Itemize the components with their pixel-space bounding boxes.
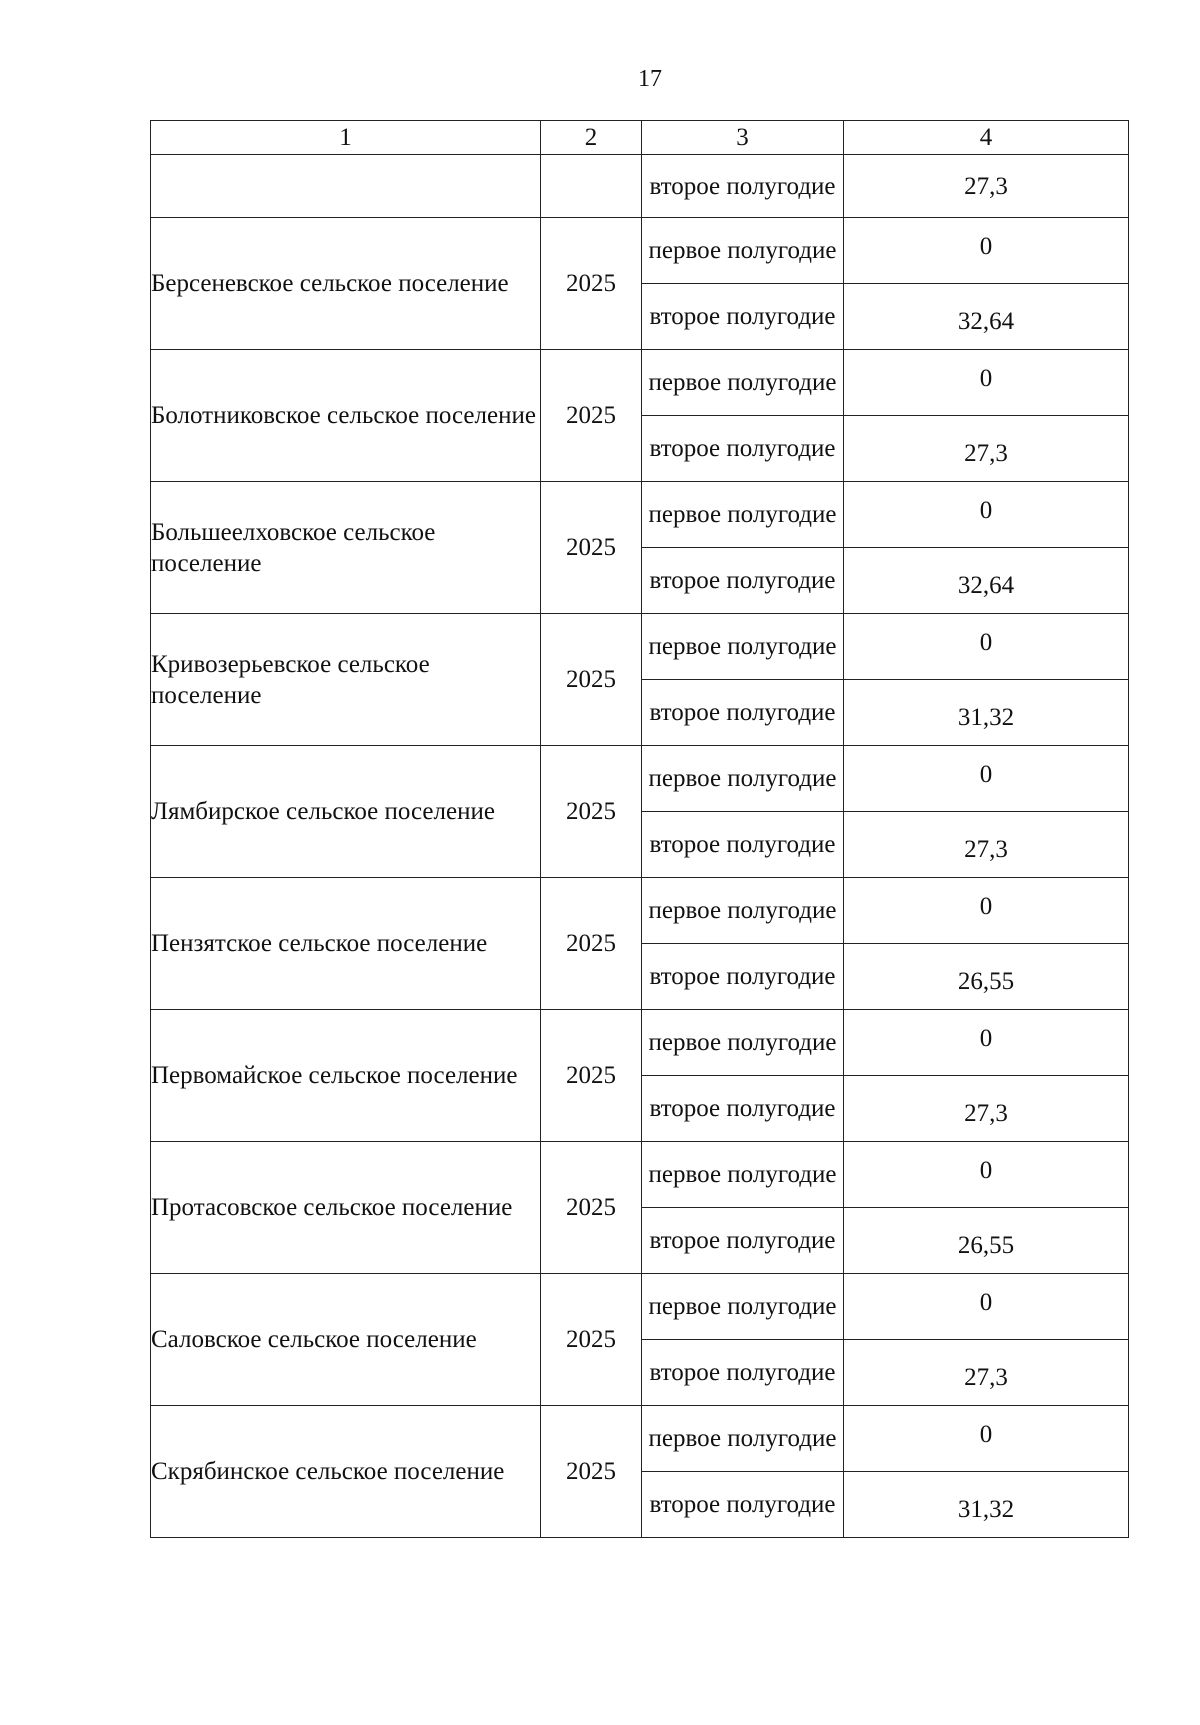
year-cell: 2025: [541, 1142, 642, 1274]
first-period-cell: первое полугодие: [642, 1142, 844, 1208]
year-cell: 2025: [541, 746, 642, 878]
second-value-cell: [844, 284, 1129, 350]
second-period-cell: второе полугодие: [642, 1340, 844, 1406]
second-value-cell: [844, 1472, 1129, 1538]
period-cell: второе полугодие: [642, 155, 844, 218]
first-period-cell: первое полугодие: [642, 1010, 844, 1076]
second-period-cell: второе полугодие: [642, 416, 844, 482]
table-row: [151, 1010, 1129, 1076]
year-cell: 2025: [541, 1010, 642, 1142]
continuation-row: [151, 155, 1129, 218]
second-value-cell: [844, 680, 1129, 746]
second-value-cell: [844, 548, 1129, 614]
second-value-text: 26,55: [957, 968, 1015, 995]
first-value-cell: [844, 1010, 1129, 1076]
first-value-cell: [844, 1406, 1129, 1472]
header-col-4: 4: [844, 121, 1129, 155]
first-value-cell: [844, 746, 1129, 812]
year-cell: 2025: [541, 350, 642, 482]
second-period-cell: второе полугодие: [642, 944, 844, 1010]
table-row: [151, 350, 1129, 416]
page-number: 17: [638, 66, 662, 92]
second-value-cell: [844, 1208, 1129, 1274]
table-body: [151, 155, 1129, 1538]
first-value-cell: [844, 878, 1129, 944]
first-period-cell: первое полугодие: [642, 218, 844, 284]
second-value-cell: [844, 944, 1129, 1010]
first-value-text: 0: [979, 1157, 993, 1184]
settlement-name-cell: Кривозерьевское сельское поселение: [151, 614, 541, 746]
first-period-cell: первое полугодие: [642, 878, 844, 944]
first-period-cell: первое полугодие: [642, 1274, 844, 1340]
first-value-text: 0: [979, 629, 993, 656]
first-value-text: 0: [979, 1289, 993, 1316]
first-value-text: 0: [979, 761, 993, 788]
first-value-cell: [844, 1142, 1129, 1208]
second-value-text: 32,64: [957, 572, 1015, 599]
value-text: 27,3: [964, 172, 1008, 200]
settlement-name-cell: Пензятское сельское поселение: [151, 878, 541, 1010]
empty-year-cell: [541, 155, 642, 218]
first-value-cell: [844, 1274, 1129, 1340]
year-cell: 2025: [541, 1274, 642, 1406]
year-cell: 2025: [541, 614, 642, 746]
second-period-cell: второе полугодие: [642, 1472, 844, 1538]
settlement-name-cell: Лямбирское сельское поселение: [151, 746, 541, 878]
second-value-text: 27,3: [964, 440, 1008, 467]
header-col-2: 2: [541, 121, 642, 155]
first-value-text: 0: [979, 893, 993, 920]
second-period-cell: второе полугодие: [642, 812, 844, 878]
settlement-table: [150, 120, 1129, 1538]
second-period-cell: второе полугодие: [642, 680, 844, 746]
first-period-cell: первое полугодие: [642, 1406, 844, 1472]
second-period-cell: второе полугодие: [642, 1208, 844, 1274]
settlement-name-cell: Протасовское сельское поселение: [151, 1142, 541, 1274]
second-value-text: 27,3: [964, 1100, 1008, 1127]
settlement-name-cell: Большеелховское сельское поселение: [151, 482, 541, 614]
second-period-cell: второе полугодие: [642, 284, 844, 350]
first-period-cell: первое полугодие: [642, 350, 844, 416]
second-value-text: 31,32: [957, 704, 1015, 731]
first-value-text: 0: [979, 233, 993, 260]
year-cell: 2025: [541, 218, 642, 350]
settlement-name-cell: Саловское сельское поселение: [151, 1274, 541, 1406]
first-period-cell: первое полугодие: [642, 482, 844, 548]
second-value-text: 27,3: [964, 836, 1008, 863]
header-row: [151, 121, 1129, 155]
settlement-name-cell: Болотниковское сельское поселение: [151, 350, 541, 482]
first-value-cell: [844, 614, 1129, 680]
first-value-text: 0: [979, 365, 993, 392]
year-cell: 2025: [541, 878, 642, 1010]
first-period-cell: первое полугодие: [642, 614, 844, 680]
empty-name-cell: [151, 155, 541, 218]
first-value-cell: [844, 482, 1129, 548]
table-row: [151, 482, 1129, 548]
second-value-cell: [844, 812, 1129, 878]
header-col-1: 1: [151, 121, 541, 155]
second-value-text: 27,3: [964, 1364, 1008, 1391]
table-row: [151, 1406, 1129, 1472]
second-value-cell: [844, 1340, 1129, 1406]
header-col-3: 3: [642, 121, 844, 155]
year-cell: 2025: [541, 1406, 642, 1538]
second-period-cell: второе полугодие: [642, 1076, 844, 1142]
second-value-cell: [844, 416, 1129, 482]
second-value-text: 26,55: [957, 1232, 1015, 1259]
first-value-cell: [844, 350, 1129, 416]
settlement-name-cell: Скрябинское сельское поселение: [151, 1406, 541, 1538]
first-value-text: 0: [979, 497, 993, 524]
settlement-name-cell: Первомайское сельское поселение: [151, 1010, 541, 1142]
first-value-text: 0: [979, 1421, 993, 1448]
first-value-cell: [844, 218, 1129, 284]
first-value-text: 0: [979, 1025, 993, 1052]
year-cell: 2025: [541, 482, 642, 614]
first-period-cell: первое полугодие: [642, 746, 844, 812]
value-cell: [844, 155, 1129, 218]
settlement-name-cell: Берсеневское сельское поселение: [151, 218, 541, 350]
second-value-text: 31,32: [957, 1496, 1015, 1523]
table-row: [151, 746, 1129, 812]
table-row: [151, 614, 1129, 680]
table-row: [151, 878, 1129, 944]
table-row: [151, 1274, 1129, 1340]
table-row: [151, 1142, 1129, 1208]
table-row: [151, 218, 1129, 284]
second-period-cell: второе полугодие: [642, 548, 844, 614]
second-value-cell: [844, 1076, 1129, 1142]
second-value-text: 32,64: [957, 308, 1015, 335]
